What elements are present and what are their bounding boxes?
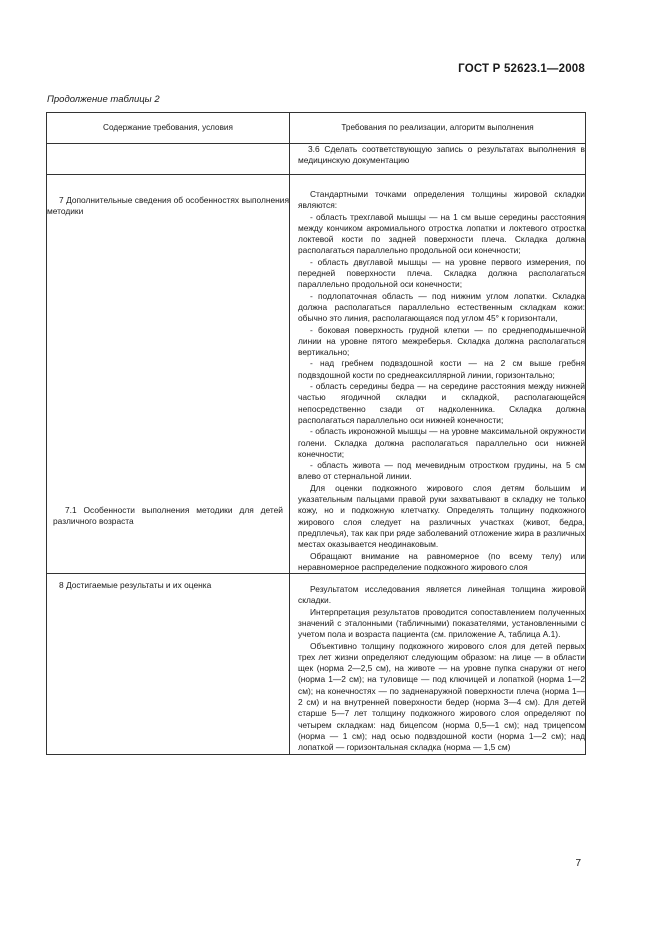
section-7-label: 7 Дополнительные сведения об особенностях выполнения методики (47, 195, 289, 217)
table-row (47, 574, 586, 754)
document-code: ГОСТ Р 52623.1—2008 (458, 63, 585, 75)
requirements-table (46, 112, 586, 755)
row2-left-cell (47, 175, 290, 574)
table-row (47, 175, 586, 574)
table-continuation-label: Продолжение таблицы 2 (47, 94, 160, 105)
text-paragraph: Интерпретация результатов проводится сопоставлением полученных значений с эталонными (табличными) показателями, установленными с учетом пола и возраста пациента (см. приложение А, таблица А.1). (298, 606, 585, 640)
text-paragraph: - область живота — под мечевидным отростком грудины, на 5 см влево от стернальной линии. (298, 460, 585, 482)
text-paragraph: - подлопаточная область — под нижним углом лопатки. Складка должна располагаться параллельно естественным складкам кожи: обычно это линия, располагающаяся под углом 45° к горизонтали, (298, 290, 585, 324)
text-paragraph: Для оценки подкожного жирового слоя детям большим и указательным пальцами правой руки захватывают в складку не только кожу, но и подкожную клетчатку. Определять толщину подкожного жирового слоя следует на различных участках (живот, бедра, предплечья), так как при ряде заболеваний отложение жира в различных местах оказывается неодинаковым. (298, 482, 585, 550)
text-paragraph: Обращают внимание на равномерное (по всему телу) или неравномерное распределение подкожного жирового слоя (298, 550, 585, 572)
page-number: 7 (575, 858, 581, 869)
text-paragraph: Объективно толщину подкожного жирового слоя для детей первых трех лет жизни определяют следующим образом: на лице — в области щек (норма 2—2,5 см), на животе — на уровне пупка снаружи от него (норма 1—2 см); на туловище — под ключицей и лопаткой (норма 1—2 см); на конечностях — по задненаружной поверхности плеча (норма 1—2 см) и на внутренней поверхности бедер (норма 3—4 см). Для детей старше 5—7 лет толщину подкожного жирового слоя определяют по четырем складкам: над бицепсом (норма 0,5—1 см); над трицепсом (норма — 1 см); над осью подвздошной кости (норма 1—2 см); над лопаткой — горизонтальная складка (норма — 1,5 см) (298, 640, 585, 753)
row3-left-cell (47, 574, 290, 754)
text-paragraph: - над гребнем подвздошной кости — на 2 см выше гребня подвздошной кости по среднеаксиллярной линии, горизонтально; (298, 358, 585, 380)
row1-left-cell (47, 144, 290, 175)
column-header-requirement: Содержание требования, условия (47, 113, 290, 144)
table-header-row (47, 113, 586, 144)
text-paragraph: - область трехглавой мышцы — на 1 см выше середины расстояния между кончиком акромиального отростка лопатки и локтевого отростка локтевой кости по задней поверхности плеча. Складка должна располагаться параллельно продольной оси конечности; (298, 211, 585, 256)
text-paragraph: - боковая поверхность грудной клетки — по среднеподмышечной линии на уровне пятого межреберья. Складка должна располагаться вертикально; (298, 324, 585, 358)
text-paragraph: - область середины бедра — на середине расстояния между нижней частью ягодичной складки и складкой, располагающейся непосредственно сзади от надколенника. Складка должна располагаться параллельно оси нижней конечности; (298, 381, 585, 425)
text-paragraph: Стандартными точками определения толщины жировой складки являются: (298, 189, 585, 211)
text-paragraph: Результатом исследования является линейная толщина жировой складки. (298, 584, 585, 606)
row1-right-cell (290, 144, 586, 175)
text-paragraph: - область икроножной мышцы — на уровне максимальной окружности голени. Складка должна располагаться параллельно оси нижней конечности; (298, 426, 585, 459)
row2-right-cell (290, 175, 586, 574)
section-8-label: 8 Достигаемые результаты и их оценка (59, 580, 212, 591)
text-paragraph: - область двуглавой мышцы — на уровне первого измерения, по передней поверхности плеча. Складка должна располагаться параллельно продольной оси конечности; (298, 256, 585, 290)
table-row (47, 144, 586, 175)
section-7-1-label: 7.1 Особенности выполнения методики для детей различного возраста (53, 505, 283, 527)
row3-right-cell (290, 574, 586, 754)
column-header-implementation: Требования по реализации, алгоритм выполнения (290, 113, 586, 144)
row1-right-text: 3.6 Сделать соответствующую запись о результатах выполнения в медицинскую документацию (298, 144, 585, 166)
